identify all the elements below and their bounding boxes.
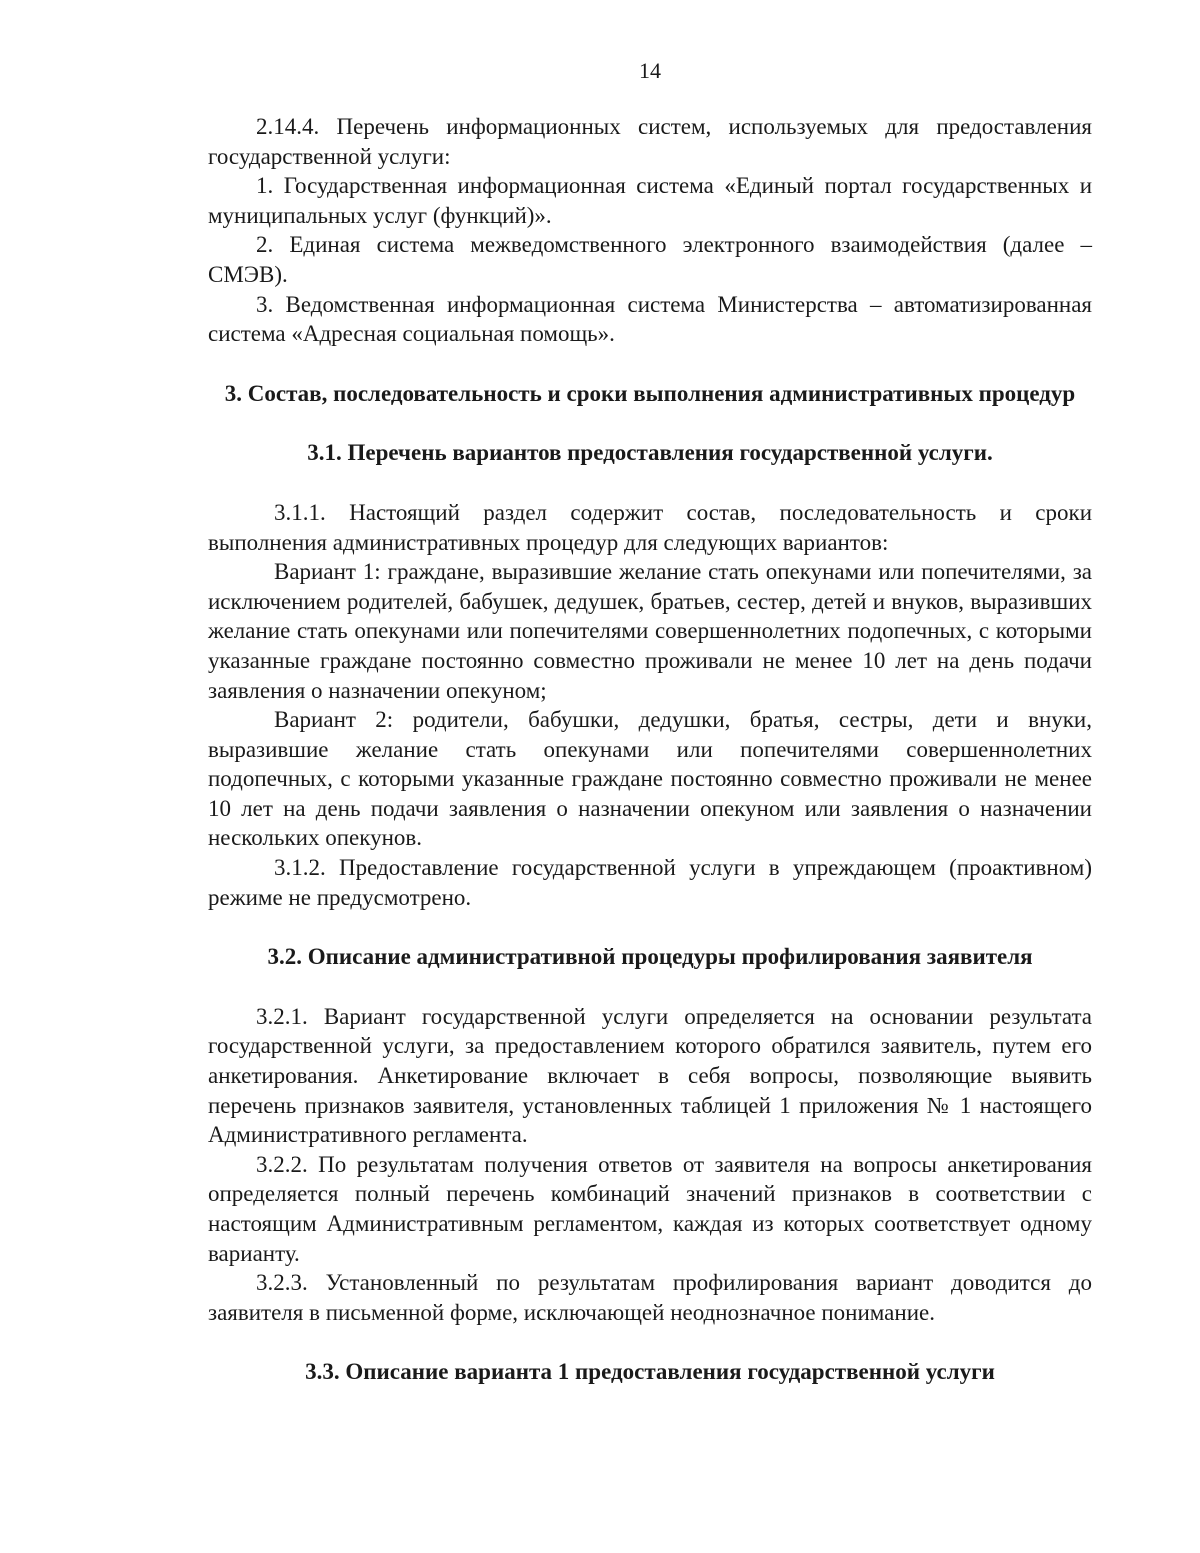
list-item-2: 2. Единая система межведомственного электронного взаимодействия (далее – СМЭВ). [208, 232, 1092, 287]
paragraph-variant-2: Вариант 2: родители, бабушки, дедушки, братья, сестры, дети и внуки, выразившие желание стать опекунами или попечителями совершеннолетних подопечных, с которыми указанные граждане постоянно совместно проживали не менее 10 лет на день подачи заявления о назначении опекуном или заявления о назначении нескольких опекунов. [208, 707, 1092, 851]
list-item-1: 1. Государственная информационная система «Единый портал государственных и муниципальных услуг (функций)». [208, 173, 1092, 228]
paragraph-3-1-2: 3.1.2. Предоставление государственной услуги в упреждающем (проактивном) режиме не предусмотрено. [208, 855, 1092, 910]
section-3-heading: 3. Состав, последовательность и сроки выполнения административных процедур [224, 380, 1076, 406]
section-3-3-heading: 3.3. Описание варианта 1 предоставления государственной услуги [305, 1359, 995, 1385]
page-number: 14 [639, 58, 661, 83]
section-3-2-heading: 3.2. Описание административной процедуры профилирования заявителя [267, 944, 1033, 970]
list-item-3: 3. Ведомственная информационная система Министерства – автоматизированная система «Адресная социальная помощь». [208, 291, 1092, 347]
paragraph-3-2-1: 3.2.1. Вариант государственной услуги определяется на основании результата государственной услуги, за предоставлением которого обратился заявитель, путем его анкетирования. Анкетирование включает в себя вопросы, позволяющие выявить перечень признаков заявителя, установленных таблицей 1 приложения № 1 настоящего Административного регламента. [208, 1003, 1092, 1148]
paragraph-3-1-1: 3.1.1. Настоящий раздел содержит состав, последовательность и сроки выполнения административных процедур для следующих вариантов: [208, 499, 1092, 555]
paragraph-2-14-4: 2.14.4. Перечень информационных систем, используемых для предоставления государственной услуги: [208, 114, 1092, 169]
paragraph-variant-1: Вариант 1: граждане, выразившие желание стать опекунами или попечителями, за исключением родителей, бабушек, дедушек, братьев, сестер, детей и внуков, выразивших желание стать опекунами или попечителями совершеннолетних подопечных, с которыми указанные граждане постоянно совместно проживали не менее 10 лет на день подачи заявления о назначении опекуном; [208, 559, 1092, 703]
paragraph-3-2-2: 3.2.2. По результатам получения ответов от заявителя на вопросы анкетирования определяется полный перечень комбинаций значений признаков в соответствии с настоящим Административным регламентом, каждая из которых соответствует одному варианту. [208, 1151, 1092, 1266]
paragraph-3-2-3: 3.2.3. Установленный по результатам профилирования вариант доводится до заявителя в письменной форме, исключающей неоднозначное понимание. [208, 1270, 1092, 1325]
section-3-1-heading: 3.1. Перечень вариантов предоставления государственной услуги. [307, 440, 993, 466]
page-content [208, 112, 1092, 1387]
